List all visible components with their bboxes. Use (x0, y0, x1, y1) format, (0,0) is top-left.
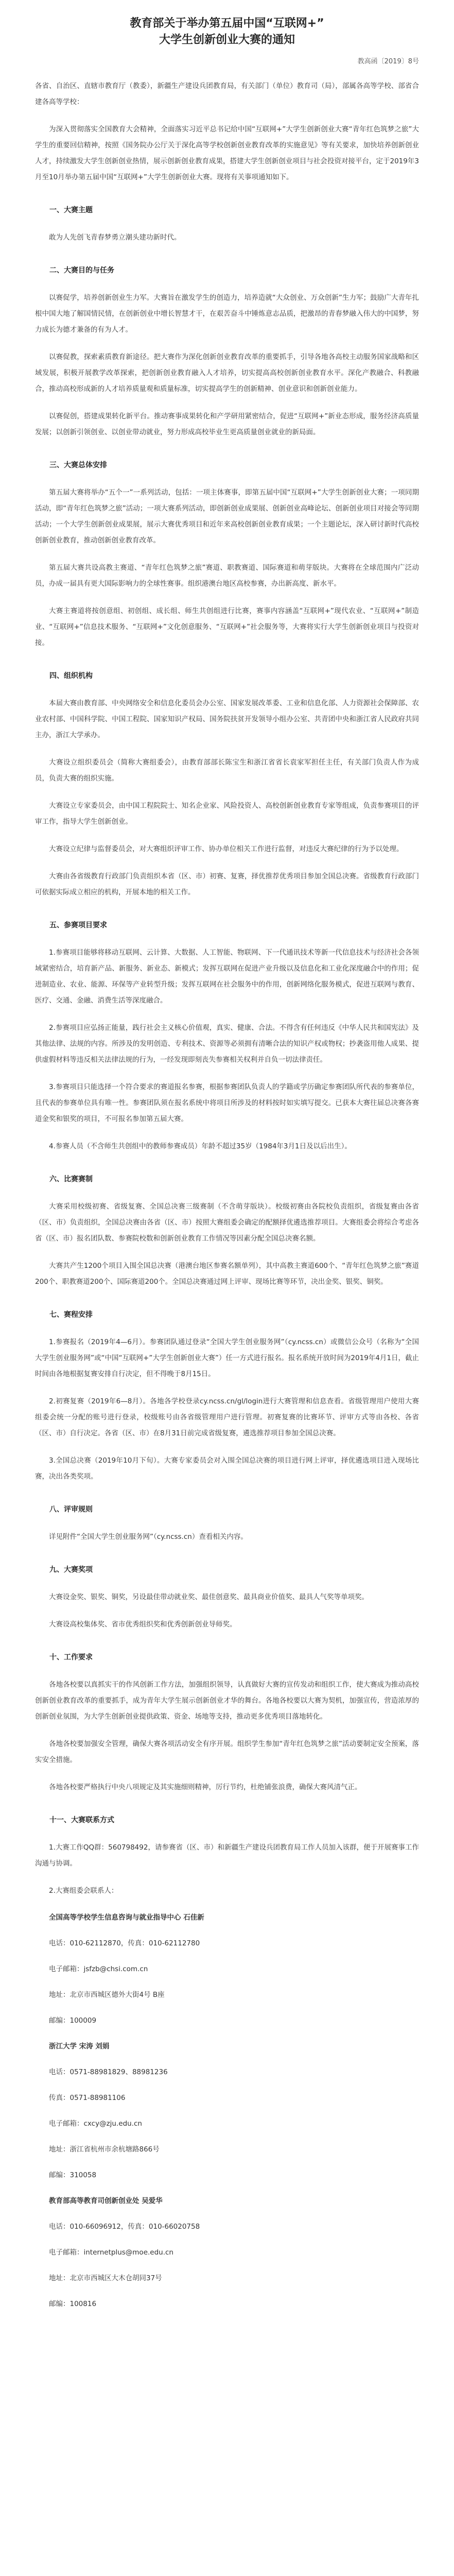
contact-address: 地址：北京市西城区德外大街4号 B座 (49, 1991, 165, 1999)
section-paragraph: 大赛设立专家委员会，由中国工程院院士、知名企业家、风险投资人、高校创新创业教育专家等组成，负责参赛项目的评审工作，指导大学生创新创业。 (35, 802, 419, 826)
contact-phone: 电话：0571-88981829、88981236 (49, 2068, 168, 2076)
section-paragraph: 大赛设立纪律与监督委员会，对大赛组织评审工作、协办单位相关工作进行监督，对违反大赛纪律的行为予以处理。 (49, 845, 404, 853)
section-heading: 九、大赛奖项 (49, 1566, 93, 1574)
contact-address: 地址：北京市西城区大木仓胡同37号 (49, 2274, 162, 2282)
section-paragraph: 1.大赛工作QQ群：560798492，请参赛省（区、市）和新疆生产建设兵团教育局工作人员加入该群，便于开展赛事工作沟通与协调。 (35, 1843, 419, 1868)
contact-postcode: 邮编：100816 (49, 2300, 97, 2308)
section-paragraph: 敢为人先创飞青春梦勇立潮头建功新时代。 (49, 233, 181, 242)
section-heading: 四、组织机构 (49, 672, 93, 680)
section-paragraph: 大赛采用校级初赛、省级复赛、全国总决赛三级赛制（不含萌芽版块）。校级初赛由各院校负责组织，省级复赛由各省（区、市）负责组织，全国总决赛由各省（区、市）按照大赛组委会确定的配额择优遴选推荐项目。大赛组委会将综合考虑各省（区、市）报名团队数、参赛院校数和创新创业教育工作情况等因素分配全国总决赛名额。 (35, 1202, 419, 1243)
section-heading: 五、参赛项目要求 (49, 921, 107, 929)
section-paragraph: 2.参赛项目应弘扬正能量，践行社会主义核心价值观，真实、健康、合法。不得含有任何违反《中华人民共和国宪法》及其他法律、法规的内容。所涉及的发明创造、专利技术、资源等必须拥有清晰合法的知识产权或物权；抄袭盗用他人成果、提供虚假材料等违反相关法律法规的行为，一经发现即刻丧失参赛相关权利并自负一切法律责任。 (35, 1024, 419, 1064)
section-paragraph: 第五届大赛将举办“五个一”一系列活动，包括：一项主体赛事，即第五届中国“互联网+”大学生创新创业大赛；一项同期活动，即“青年红色筑梦之旅”活动；一项大赛系列活动，即创新创业成果展、创新创业高峰论坛、创新创业项目对接会等同期活动；一个大学生创新创业成果展，展示大赛优秀项目和近年来高校创新创业教育成果；一个主题论坛，深入研讨新时代高校创新创业教育，推动创新创业教育改革。 (35, 488, 419, 545)
contact-phone: 电话：010-66096912，传真：010-66020758 (49, 2223, 200, 2231)
document-title (35, 15, 419, 48)
contact-phone: 电话：010-62112870，传真：010-62112780 (49, 1939, 200, 1947)
section-paragraph: 大赛设高校集体奖、省市优秀组织奖和优秀创新创业导师奖。 (49, 1620, 237, 1629)
section-paragraph: 各地各校要以真抓实干的作风创新工作方法，加强组织领导，认真做好大赛的宣传发动和组织工作，使大赛成为推动高校创新创业教育改革的重要抓手，成为青年大学生展示创新创业才华的舞台。各地各校要以大赛为契机，加强宣传，营造浓厚的创新创业氛围，为大学生创新创业提供政策、资金、场地等支持，推动更多优秀项目落地转化。 (35, 1681, 419, 1721)
section-paragraph: 大赛设立组织委员会（简称大赛组委会），由教育部部长陈宝生和浙江省省长袁家军担任主任，有关部门负责人作为成员，负责大赛的组织实施。 (35, 758, 419, 783)
document-title-line-1: 教育部关于举办第五届中国“互联网+” (130, 17, 324, 30)
section-heading: 二、大赛目的与任务 (49, 266, 114, 275)
section-paragraph: 3.全国总决赛（2019年10月下旬）。大赛专家委员会对入围全国总决赛的项目进行网上评审，择优遴选项目进入现场比赛，决出各类奖项。 (35, 1456, 419, 1481)
section-paragraph: 2.大赛组委会联系人： (49, 1887, 118, 1895)
section-paragraph: 各地各校要加强安全管理，确保大赛各项活动安全有序开展。组织学生参加“青年红色筑梦之旅”活动要制定安全预案，落实安全措施。 (35, 1740, 419, 1764)
contact-address: 地址：浙江省杭州市余杭塘路866号 (49, 2145, 160, 2154)
section-paragraph: 详见附件“全国大学生创业服务网”（cy.ncss.cn）查看相关内容。 (49, 1533, 248, 1541)
document-number: 教高函〔2019〕8号 (357, 58, 419, 65)
section-paragraph: 大赛共产生1200个项目入围全国总决赛（港澳台地区参赛名额单列），其中高教主赛道600个、“青年红色筑梦之旅”赛道200个、职教赛道200个、国际赛道200个。全国总决赛通过网上评审、现场比赛等环节，决出金奖、银奖、铜奖。 (35, 1262, 419, 1286)
section-heading: 七、赛程安排 (49, 1311, 93, 1319)
section-paragraph: 大赛由各省级教育行政部门负责组织本省（区、市）初赛、复赛，择优推荐优秀项目参加全国总决赛。省级教育行政部门可依据实际成立相应的机构，开展本地的相关工作。 (35, 872, 419, 896)
section-paragraph: 4.参赛人员（不含师生共创组中的教师参赛成员）年龄不超过35岁（1984年3月1日及以后出生）。 (49, 1142, 352, 1150)
intro-paragraph: 为深入贯彻落实全国教育大会精神，全面落实习近平总书记给中国“互联网+”大学生创新创业大赛“青年红色筑梦之旅”大学生的重要回信精神，按照《国务院办公厅关于深化高等学校创新创业教育改革的实施意见》等有关要求，加快培养创新创业人才，持续激发大学生创新创业热情，展示创新创业教育成果，搭建大学生创新创业项目与社会投资对接平台，定于2019年3月至10月举办第五届中国“互联网+”大学生创新创业大赛。现将有关事项通知如下。 (35, 125, 419, 181)
contact-email[interactable]: 电子邮箱：jsfzb@chsi.com.cn (49, 1965, 148, 1973)
section-heading: 十、工作要求 (49, 1653, 93, 1662)
section-paragraph: 2.初赛复赛（2019年6—8月）。各地各学校登录cy.ncss.cn/gl/login进行大赛管理和信息查看。省级管理用户使用大赛组委会统一分配的账号进行登录，校级账号由各省级管理用户进行管理。初赛复赛的比赛环节、评审方式等由各校、各省（区、市）自行决定。各省（区、市）在8月31日前完成省级复赛，遴选推荐项目参加全国总决赛。 (35, 1397, 419, 1437)
section-heading: 六、比赛赛制 (49, 1175, 93, 1183)
section-paragraph: 大赛设金奖、银奖、铜奖，另设最佳带动就业奖、最佳创意奖、最具商业价值奖、最具人气奖等单项奖。 (49, 1593, 369, 1601)
contact-postcode: 邮编：100009 (49, 2016, 97, 2025)
section-heading: 十一、大赛联系方式 (49, 1816, 114, 1824)
section-paragraph: 以赛促学，培养创新创业生力军。大赛旨在激发学生的创造力，培养造就“大众创业、万众创新”生力军；鼓励广大青年扎根中国大地了解国情民情，在创新创业中增长智慧才干，在艰苦奋斗中锤炼意志品质，把激昂的青春梦融入伟大的中国梦，努力成长为德才兼备的有为人才。 (35, 294, 419, 334)
contact-org: 全国高等学校学生信息咨询与就业指导中心 石佳新 (49, 1913, 204, 1922)
notice-body (35, 203, 419, 1899)
section-paragraph: 以赛促教，探索素质教育新途径。把大赛作为深化创新创业教育改革的重要抓手，引导各地各高校主动服务国家战略和区域发展，积极开展教学改革探索，把创新创业教育融入人才培养，切实提高高校创新创业教育水平。深化产教融合、科教融合，推动高校形成新的人才培养质量观和质量标准，切实提高学生的创新精神、创业意识和创新创业能力。 (35, 353, 419, 393)
section-paragraph: 第五届大赛共设高教主赛道、“青年红色筑梦之旅”赛道、职教赛道、国际赛道和萌芽版块。大赛将在全球范围内广泛动员，办成一届具有更大国际影响力的全球性赛事。组织港澳台地区高校参赛，办出新高度、新水平。 (35, 564, 419, 588)
contact-fax: 传真：0571-88981106 (49, 2094, 126, 2102)
document-title-line-2: 大学生创新创业大赛的通知 (159, 33, 295, 46)
section-paragraph: 3.参赛项目只能选择一个符合要求的赛道报名参赛，根据参赛团队负责人的学籍或学历确定参赛团队所代表的参赛单位，且代表的参赛单位具有唯一性。参赛团队须在报名系统中将项目所涉及的材料按时如实填写提交。已获本大赛往届总决赛各赛道金奖和银奖的项目，不可报名参加第五届大赛。 (35, 1083, 419, 1123)
contact-org: 教育部高等教育司创新创业处 吴爱华 (49, 2197, 163, 2205)
section-paragraph: 本届大赛由教育部、中央网络安全和信息化委员会办公室、国家发展改革委、工业和信息化部、人力资源社会保障部、农业农村部、中国科学院、中国工程院、国家知识产权局、国务院扶贫开发领导小组办公室、共青团中央和浙江省人民政府共同主办，浙江大学承办。 (35, 699, 419, 739)
contact-email[interactable]: 电子邮箱：cxcy@zju.edu.cn (49, 2120, 142, 2128)
contact-org: 浙江大学 宋涛 刘娟 (49, 2042, 110, 2050)
section-paragraph: 各地各校要严格执行中央八项规定及其实施细则精神，厉行节约，杜绝铺张浪费，确保大赛风清气正。 (49, 1783, 362, 1791)
section-heading: 八、评审规则 (49, 1505, 93, 1514)
section-paragraph: 大赛主赛道将按创意组、初创组、成长组、师生共创组进行比赛，赛事内容涵盖“互联网+”现代农业、“互联网+”制造业、“互联网+”信息技术服务、“互联网+”文化创意服务、“互联网+”社会服务等，大赛将实行大学生创新创业项目与投资对接。 (35, 607, 419, 647)
section-heading: 三、大赛总体安排 (49, 461, 107, 469)
contacts-list (35, 1910, 419, 2311)
contact-postcode: 邮编：310058 (49, 2171, 97, 2179)
section-paragraph: 以赛促创，搭建成果转化新平台。推动赛事成果转化和产学研用紧密结合，促进“互联网+”新业态形成，服务经济高质量发展；以创新引领创业、以创业带动就业，努力形成高校毕业生更高质量创业就业的新局面。 (35, 412, 419, 436)
section-paragraph: 1.参赛报名（2019年4—6月）。参赛团队通过登录“全国大学生创业服务网”（cy.ncss.cn）或微信公众号（名称为“全国大学生创业服务网”或“中国“互联网+”大学生创新创业大赛”）任一方式进行报名。报名系统开放时间为2019年4月1日，截止时间由各地根据复赛安排自行决定，但不得晚于8月15日。 (35, 1338, 419, 1378)
section-paragraph: 1.参赛项目能够将移动互联网、云计算、大数据、人工智能、物联网、下一代通讯技术等新一代信息技术与经济社会各领域紧密结合，培育新产品、新服务、新业态、新模式；发挥互联网在促进产业升级以及信息化和工业化深度融合中的作用；促进制造业、农业、能源、环保等产业转型升级；发挥互联网在社会服务中的作用，创新网络化服务模式，促进互联网与教育、医疗、交通、金融、消费生活等深度融合。 (35, 948, 419, 1005)
intro-section (35, 122, 419, 185)
section-heading: 一、大赛主题 (49, 206, 93, 214)
addressee-line: 各省、自治区、直辖市教育厅（教委），新疆生产建设兵团教育局，有关部门（单位）教育司（局），部属各高等学校、部省合建各高等学校： (35, 82, 419, 106)
contact-email[interactable]: 电子邮箱：internetplus@moe.edu.cn (49, 2248, 173, 2257)
